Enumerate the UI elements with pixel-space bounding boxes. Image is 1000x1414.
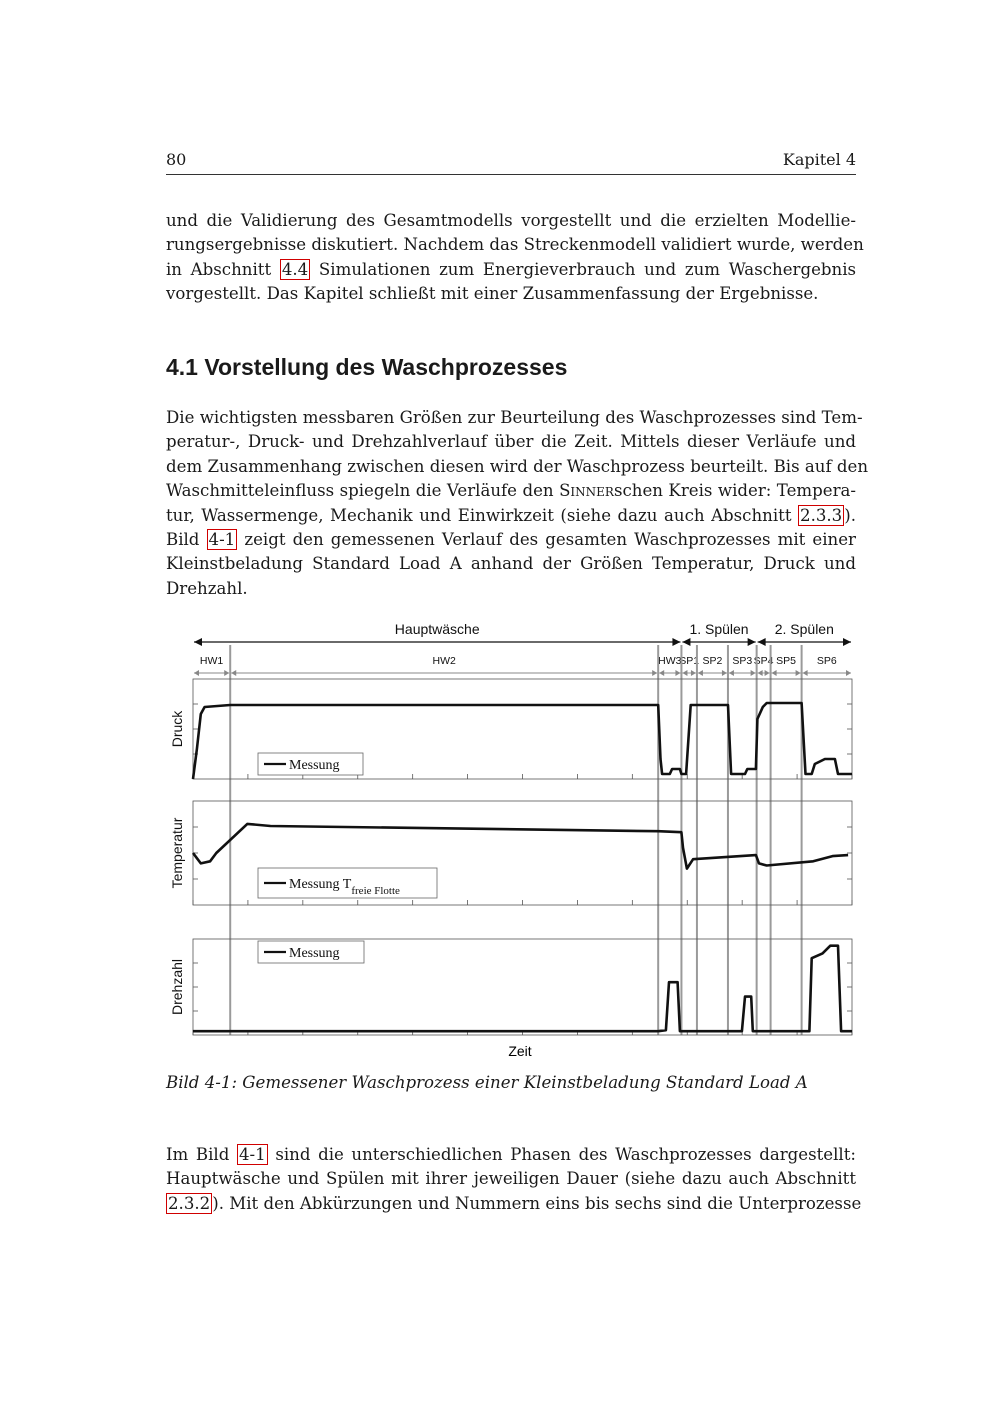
arrowhead-left	[698, 670, 703, 676]
chart-panel	[169, 939, 852, 1035]
section-ref-link[interactable]: 2.3.3	[800, 505, 843, 525]
arrowhead-left	[729, 670, 734, 676]
arrowhead-left	[194, 670, 199, 676]
arrowhead-left	[803, 670, 808, 676]
y-axis-label: Drehzahl	[169, 958, 185, 1016]
chapter-label: Kapitel 4	[782, 150, 856, 169]
arrowhead-right	[672, 638, 680, 646]
arrowhead-right	[748, 638, 756, 646]
legend-label: Messung	[289, 946, 340, 961]
body-paragraph-2	[166, 1143, 862, 1216]
text-line: 2.3.2 ). Mit den Abkürzungen und Nummern eins bis sechs sind die Unterprozesse	[168, 1193, 862, 1213]
y-axis-label: Temperatur	[169, 817, 185, 889]
subphase-label: SP3	[732, 655, 753, 667]
arrowhead-left	[758, 670, 763, 676]
arrowhead-right	[224, 670, 229, 676]
x-axis-label: Zeit	[508, 1043, 532, 1059]
text-line: Im Bild 4-1 sind die unterschiedlichen Phasen des Waschprozesses dargestellt:	[166, 1145, 857, 1164]
y-axis-label: Druck	[169, 710, 185, 748]
phase-label: 2. Spülen	[774, 621, 834, 637]
subphase-label: SP6	[816, 655, 837, 667]
arrowhead-right	[765, 670, 770, 676]
page-number: 80	[166, 150, 187, 169]
arrowhead-right	[843, 638, 851, 646]
subphase-label: HW2	[432, 655, 456, 667]
text-line: dem Zusammenhang zwischen diesen wird der Waschprozess beurteilt. Bis auf den	[166, 456, 869, 476]
section-ref-link[interactable]: 2.3.2	[168, 1193, 211, 1213]
subphase-label: HW3	[658, 655, 682, 667]
arrowhead-left	[772, 670, 777, 676]
series-line	[193, 824, 848, 869]
text-line: Hauptwäsche und Spülen mit ihrer jeweiligen Dauer (siehe dazu auch Abschnitt	[166, 1169, 856, 1189]
section-heading: 4.1 Vorstellung des Waschprozesses	[166, 354, 568, 380]
text-line: peratur-, Druck- und Drehzahlverlauf über die Zeit. Mittels dieser Verläufe und	[166, 432, 856, 452]
caption-label: Bild 4-1	[166, 1073, 232, 1092]
arrowhead-left	[682, 638, 690, 646]
subphase-label: HW1	[199, 655, 224, 667]
chart-panel	[169, 801, 852, 905]
arrowhead-left	[659, 670, 664, 676]
arrowhead-right	[846, 670, 851, 676]
subphase-label: SP2	[702, 655, 723, 667]
text-line: Drehzahl.	[166, 578, 248, 598]
arrowhead-left	[682, 670, 687, 676]
legend-label: Messung	[289, 758, 340, 773]
phase-annotations	[194, 621, 851, 1035]
arrowhead-left	[194, 638, 202, 646]
text-line: Bild 4-1 zeigt den gemessenen Verlauf des gesamten Waschprozesses mit einer	[166, 530, 856, 550]
section-ref-link[interactable]: 4.4	[281, 259, 309, 279]
intro-paragraph	[166, 209, 864, 307]
chart-svg	[166, 615, 858, 1060]
text-line: Die wichtigsten messbaren Größen zur Beurteilung des Waschprozesses sind Tem-	[166, 408, 863, 427]
arrowhead-right	[722, 670, 727, 676]
subphase-label: SP1	[679, 655, 700, 667]
phase-label: Hauptwäsche	[394, 621, 480, 637]
text-line: Waschmitteleinfluss spiegeln die Verläufe den Sinnerschen Kreis wider: Tempera-	[166, 481, 857, 501]
text-line: und die Validierung des Gesamtmodells vorgestellt und die erzielten Modellie-	[166, 211, 856, 230]
sinner-name: Sinner	[559, 481, 614, 501]
running-header	[166, 150, 856, 175]
text-line: Kleinstbeladung Standard Load A anhand der Größen Temperatur, Druck und	[166, 554, 856, 574]
arrowhead-left	[231, 670, 236, 676]
legend-label: Messung $T_{freie Flotte}$	[289, 877, 400, 897]
figure-ref-link[interactable]: 4-1	[208, 530, 236, 550]
subphase-label: SP4	[753, 655, 774, 667]
text-line: vorgestellt. Das Kapitel schließt mit einer Zusammenfassung der Ergebnisse.	[166, 284, 819, 304]
figure-ref-link[interactable]: 4-1	[238, 1145, 266, 1164]
text-line: in Abschnitt 4.4 Simulationen zum Energieverbrauch und zum Waschergebnis	[166, 259, 857, 279]
caption-text: : Gemessener Waschprozess einer Kleinstbeladung Standard Load A	[231, 1073, 808, 1092]
arrowhead-right	[691, 670, 696, 676]
body-paragraph	[166, 406, 869, 601]
chart-panel	[169, 679, 852, 779]
arrowhead-right	[751, 670, 756, 676]
legend-subscript: freie Flotte	[351, 885, 400, 897]
text-line: rungsergebnisse diskutiert. Nachdem das Streckenmodell validiert wurde, werden	[166, 235, 864, 255]
arrowhead-right	[652, 670, 657, 676]
arrowhead-right	[796, 670, 801, 676]
chart-panels	[169, 679, 852, 1035]
text-line: tur, Wassermenge, Mechanik und Einwirkzeit (siehe dazu auch Abschnitt 2.3.3 ).	[166, 505, 856, 525]
arrowhead-right	[675, 670, 680, 676]
phase-label: 1. Spülen	[689, 621, 749, 637]
figure-wash-process	[166, 615, 858, 1060]
arrowhead-left	[758, 638, 766, 646]
subphase-label: SP5	[776, 655, 797, 667]
figure-caption	[166, 1073, 808, 1092]
